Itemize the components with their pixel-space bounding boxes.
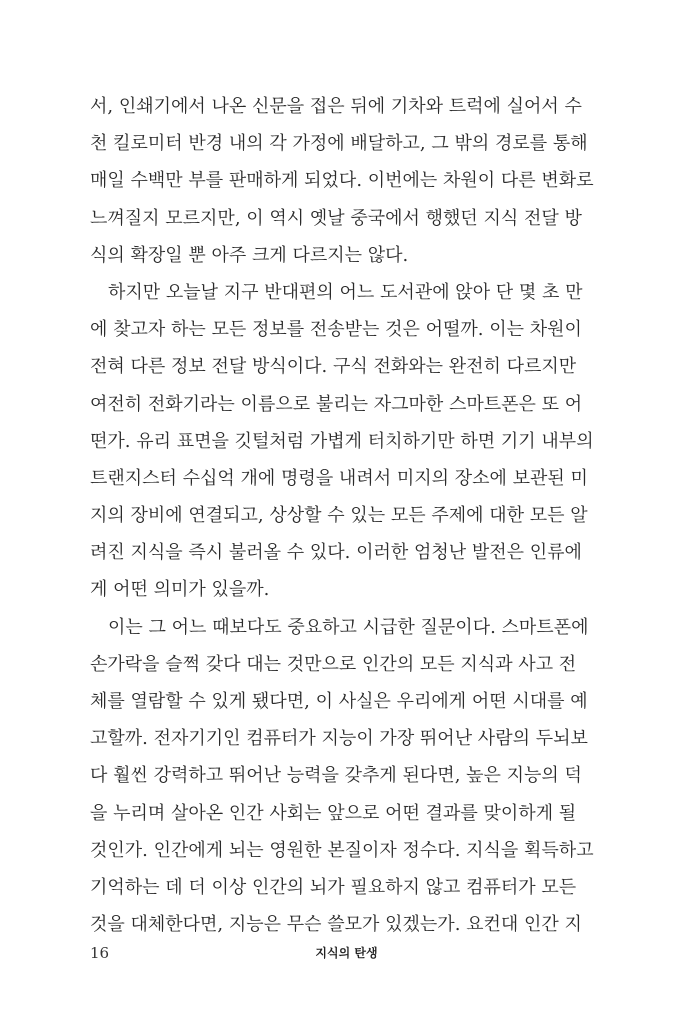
text-line: 다 훨씬 강력하고 뛰어난 능력을 갖추게 된다면, 높은 지능의 덕 [90,765,582,787]
text-line: 체를 열람할 수 있게 됐다면, 이 사실은 우리에게 어떤 시대를 예 [90,691,588,712]
text-line: 에 찾고자 하는 모든 정보를 전송받는 것은 어떨까. 이는 차원이 [90,319,582,341]
page-number: 16 [90,944,110,962]
text-line: 것인가. 인간에게 뇌는 영원한 본질이자 정수다. 지식을 획득하고 [90,839,594,861]
text-line: 전혀 다른 정보 전달 방식이다. 구식 전화와는 완전히 다르지만 [90,356,577,378]
text-line: 하지만 오늘날 지구 반대편의 어느 도서관에 앉아 단 몇 초 만 [108,281,583,303]
text-line: 여전히 전화기라는 이름으로 불리는 자그마한 스마트폰은 또 어 [90,393,583,415]
text-line: 떤가. 유리 표면을 깃털처럼 가볍게 터치하기만 하면 기기 내부의 [90,430,594,452]
text-line: 매일 수백만 부를 판매하게 되었다. 이번에는 차원이 다른 변화로 [90,170,594,192]
text-line: 려진 지식을 즉시 불러올 수 있다. 이러한 엄청난 발전은 인류에 [90,542,582,564]
text-line: 천 킬로미터 반경 내의 각 가정에 배달하고, 그 밖의 경로를 통해 [90,133,588,155]
text-line: 손가락을 슬쩍 갖다 대는 것만으로 인간의 모든 지식과 사고 전 [90,653,577,675]
text-line: 지의 장비에 연결되고, 상상할 수 있는 모든 주제에 대한 모든 알 [90,505,588,527]
text-line: 기억하는 데 더 이상 인간의 뇌가 필요하지 않고 컴퓨터가 모든 [90,876,577,898]
text-line: 서, 인쇄기에서 나온 신문을 접은 뒤에 기차와 트럭에 실어서 수 [90,96,582,117]
text-line: 식의 확장일 뿐 아주 크게 다르지는 않다. [90,244,409,266]
text-line: 을 누리며 살아온 인간 사회는 앞으로 어떤 결과를 맞이하게 될 [90,802,577,824]
text-line: 느껴질지 모르지만, 이 역시 옛날 중국에서 행했던 지식 전달 방 [90,207,582,229]
running-title: 지식의 탄생 [315,946,378,960]
text-line: 고할까. 전자기기인 컴퓨터가 지능이 가장 뛰어난 사람의 두뇌보 [90,728,588,750]
text-line: 트랜지스터 수십억 개에 명령을 내려서 미지의 장소에 보관된 미 [90,467,588,489]
body-text [90,88,594,943]
text-line: 것을 대체한다면, 지능은 무슨 쓸모가 있겠는가. 요컨대 인간 지 [90,914,582,936]
text-line: 게 어떤 의미가 있을까. [90,579,270,601]
text-line: 이는 그 어느 때보다도 중요하고 시급한 질문이다. 스마트폰에 [108,616,589,638]
